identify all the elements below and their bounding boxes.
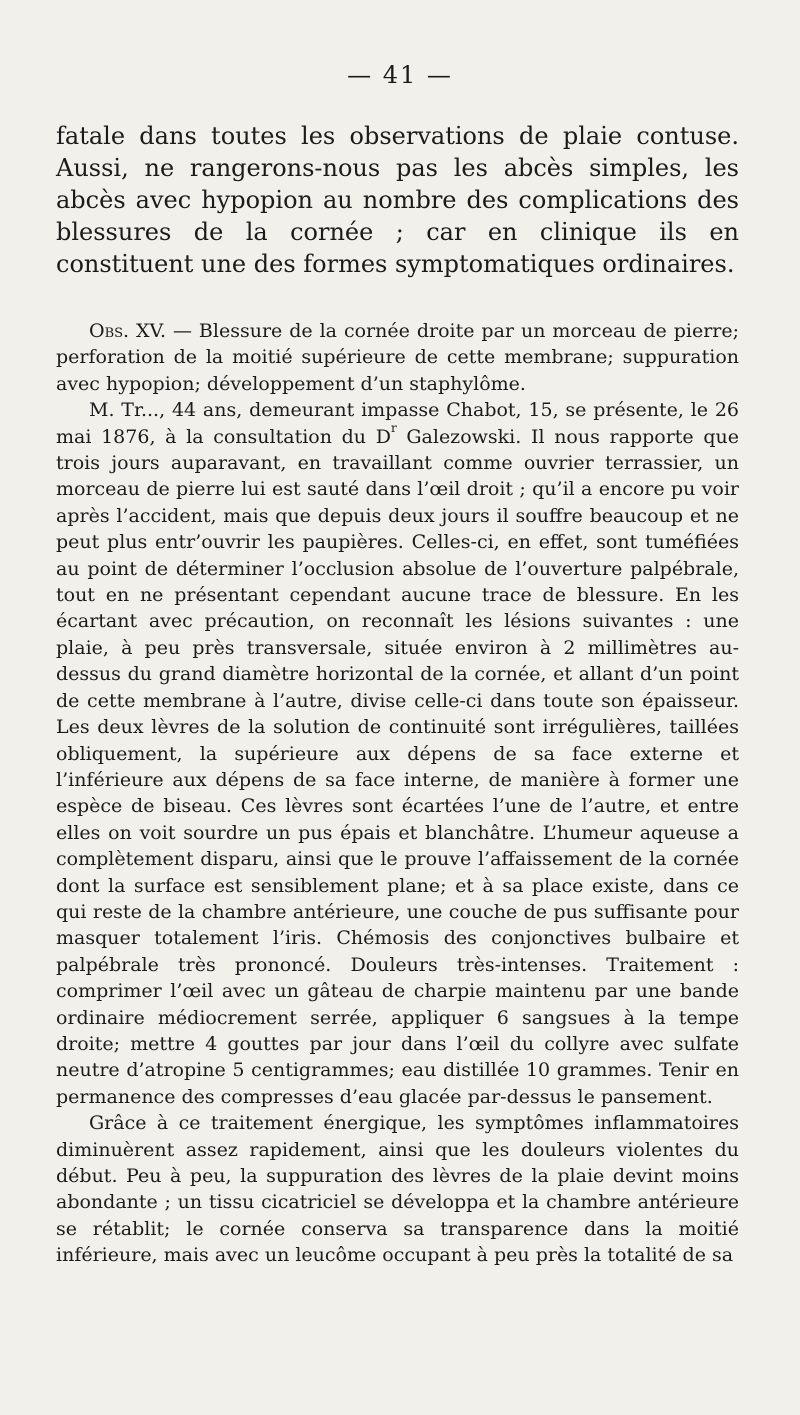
observation-paragraph-1 bbox=[56, 397, 739, 1110]
observation-heading-text: — Blessure de la cornée droite par un morceau de pierre; perforation de la moitié supérieure de cette membrane; suppuration avec hypopion; développement d’un staphylôme. bbox=[56, 320, 739, 395]
observation-section bbox=[56, 318, 739, 1269]
observation-paragraph-1-part-2: Galezowski. Il nous rapporte que trois jours auparavant, en travaillant comme ouvrier terrassier, un morceau de pierre lui est sauté dans l’œil droit ; qu’il a encore pu voir après l’accident, mais que depuis deux jours il souffre beaucoup et ne peut plus entr’ouvrir les paupières. Celles-ci, en effet, sont tuméfiées au point de déterminer l’occlusion absolue de l’ouverture palpébrale, tout en ne présentant cependant aucune trace de blessure. En les écartant avec précaution, on reconnaît les lésions suivantes : une plaie, à peu près transversale, située environ à 2 millimètres au-dessus du grand diamètre horizontal de la cornée, et allant d’un point de cette membrane à l’autre, divise celle-ci dans toute son épaisseur. Les deux lèvres de la solution de continuité sont irrégulières, taillées obliquement, la supérieure aux dépens de sa face externe et l’inférieure aux dépens de sa face interne, de manière à former une espèce de biseau. Ces lèvres sont écartées l’une de l’autre, et entre elles on voit sourdre un pus épais et blanchâtre. L’humeur aqueuse a complètement disparu, ainsi que le prouve l’affaissement de la cornée dont la surface est sensiblement plane; et à sa place existe, dans ce qui reste de la chambre antérieure, une couche de pus suffisante pour masquer totalement l’iris. Chémosis des conjonctives bulbaire et palpébrale très prononcé. Douleurs très-intenses. Traitement : comprimer l’œil avec un gâteau de charpie maintenu par une bande ordinaire médiocrement serrée, appliquer 6 sangsues à la tempe droite; mettre 4 gouttes par jour dans l’œil du collyre avec sulfate neutre d’atropine 5 centigrammes; eau distillée 10 grammes. Tenir en permanence des compresses d’eau glacée par-dessus le pansement. bbox=[56, 425, 739, 1108]
observation-paragraph-1-part-1: M. Tr..., 44 ans, demeurant impasse Chabot, 15, se présente, le 26 mai 1876, à la consultation du D bbox=[56, 399, 739, 448]
observation-paragraph-2: Grâce à ce traitement énergique, les symptômes inflammatoires diminuèrent assez rapidement, ainsi que les douleurs violentes du début. Peu à peu, la suppuration des lèvres de la plaie devint moins abondante ; un tissu cicatriciel se développa et la chambre antérieure se rétablit; le cornée conserva sa transparence dans la moitié inférieure, mais avec un leucôme occupant à peu près la totalité de sa bbox=[56, 1112, 739, 1267]
intro-paragraph: fatale dans toutes les observations de plaie contuse. Aussi, ne rangerons-nous pas les abcès simples, les abcès avec hypopion au nombre des complications des blessures de la cornée ; car en clinique ils en constituent une des formes symptomatiques ordinaires. bbox=[56, 122, 739, 278]
page-number: — 41 — bbox=[347, 61, 453, 89]
observation-heading bbox=[56, 318, 739, 397]
doctor-abbreviation-superscript: r bbox=[390, 420, 397, 435]
observation-label: Obs. XV. bbox=[89, 320, 167, 342]
